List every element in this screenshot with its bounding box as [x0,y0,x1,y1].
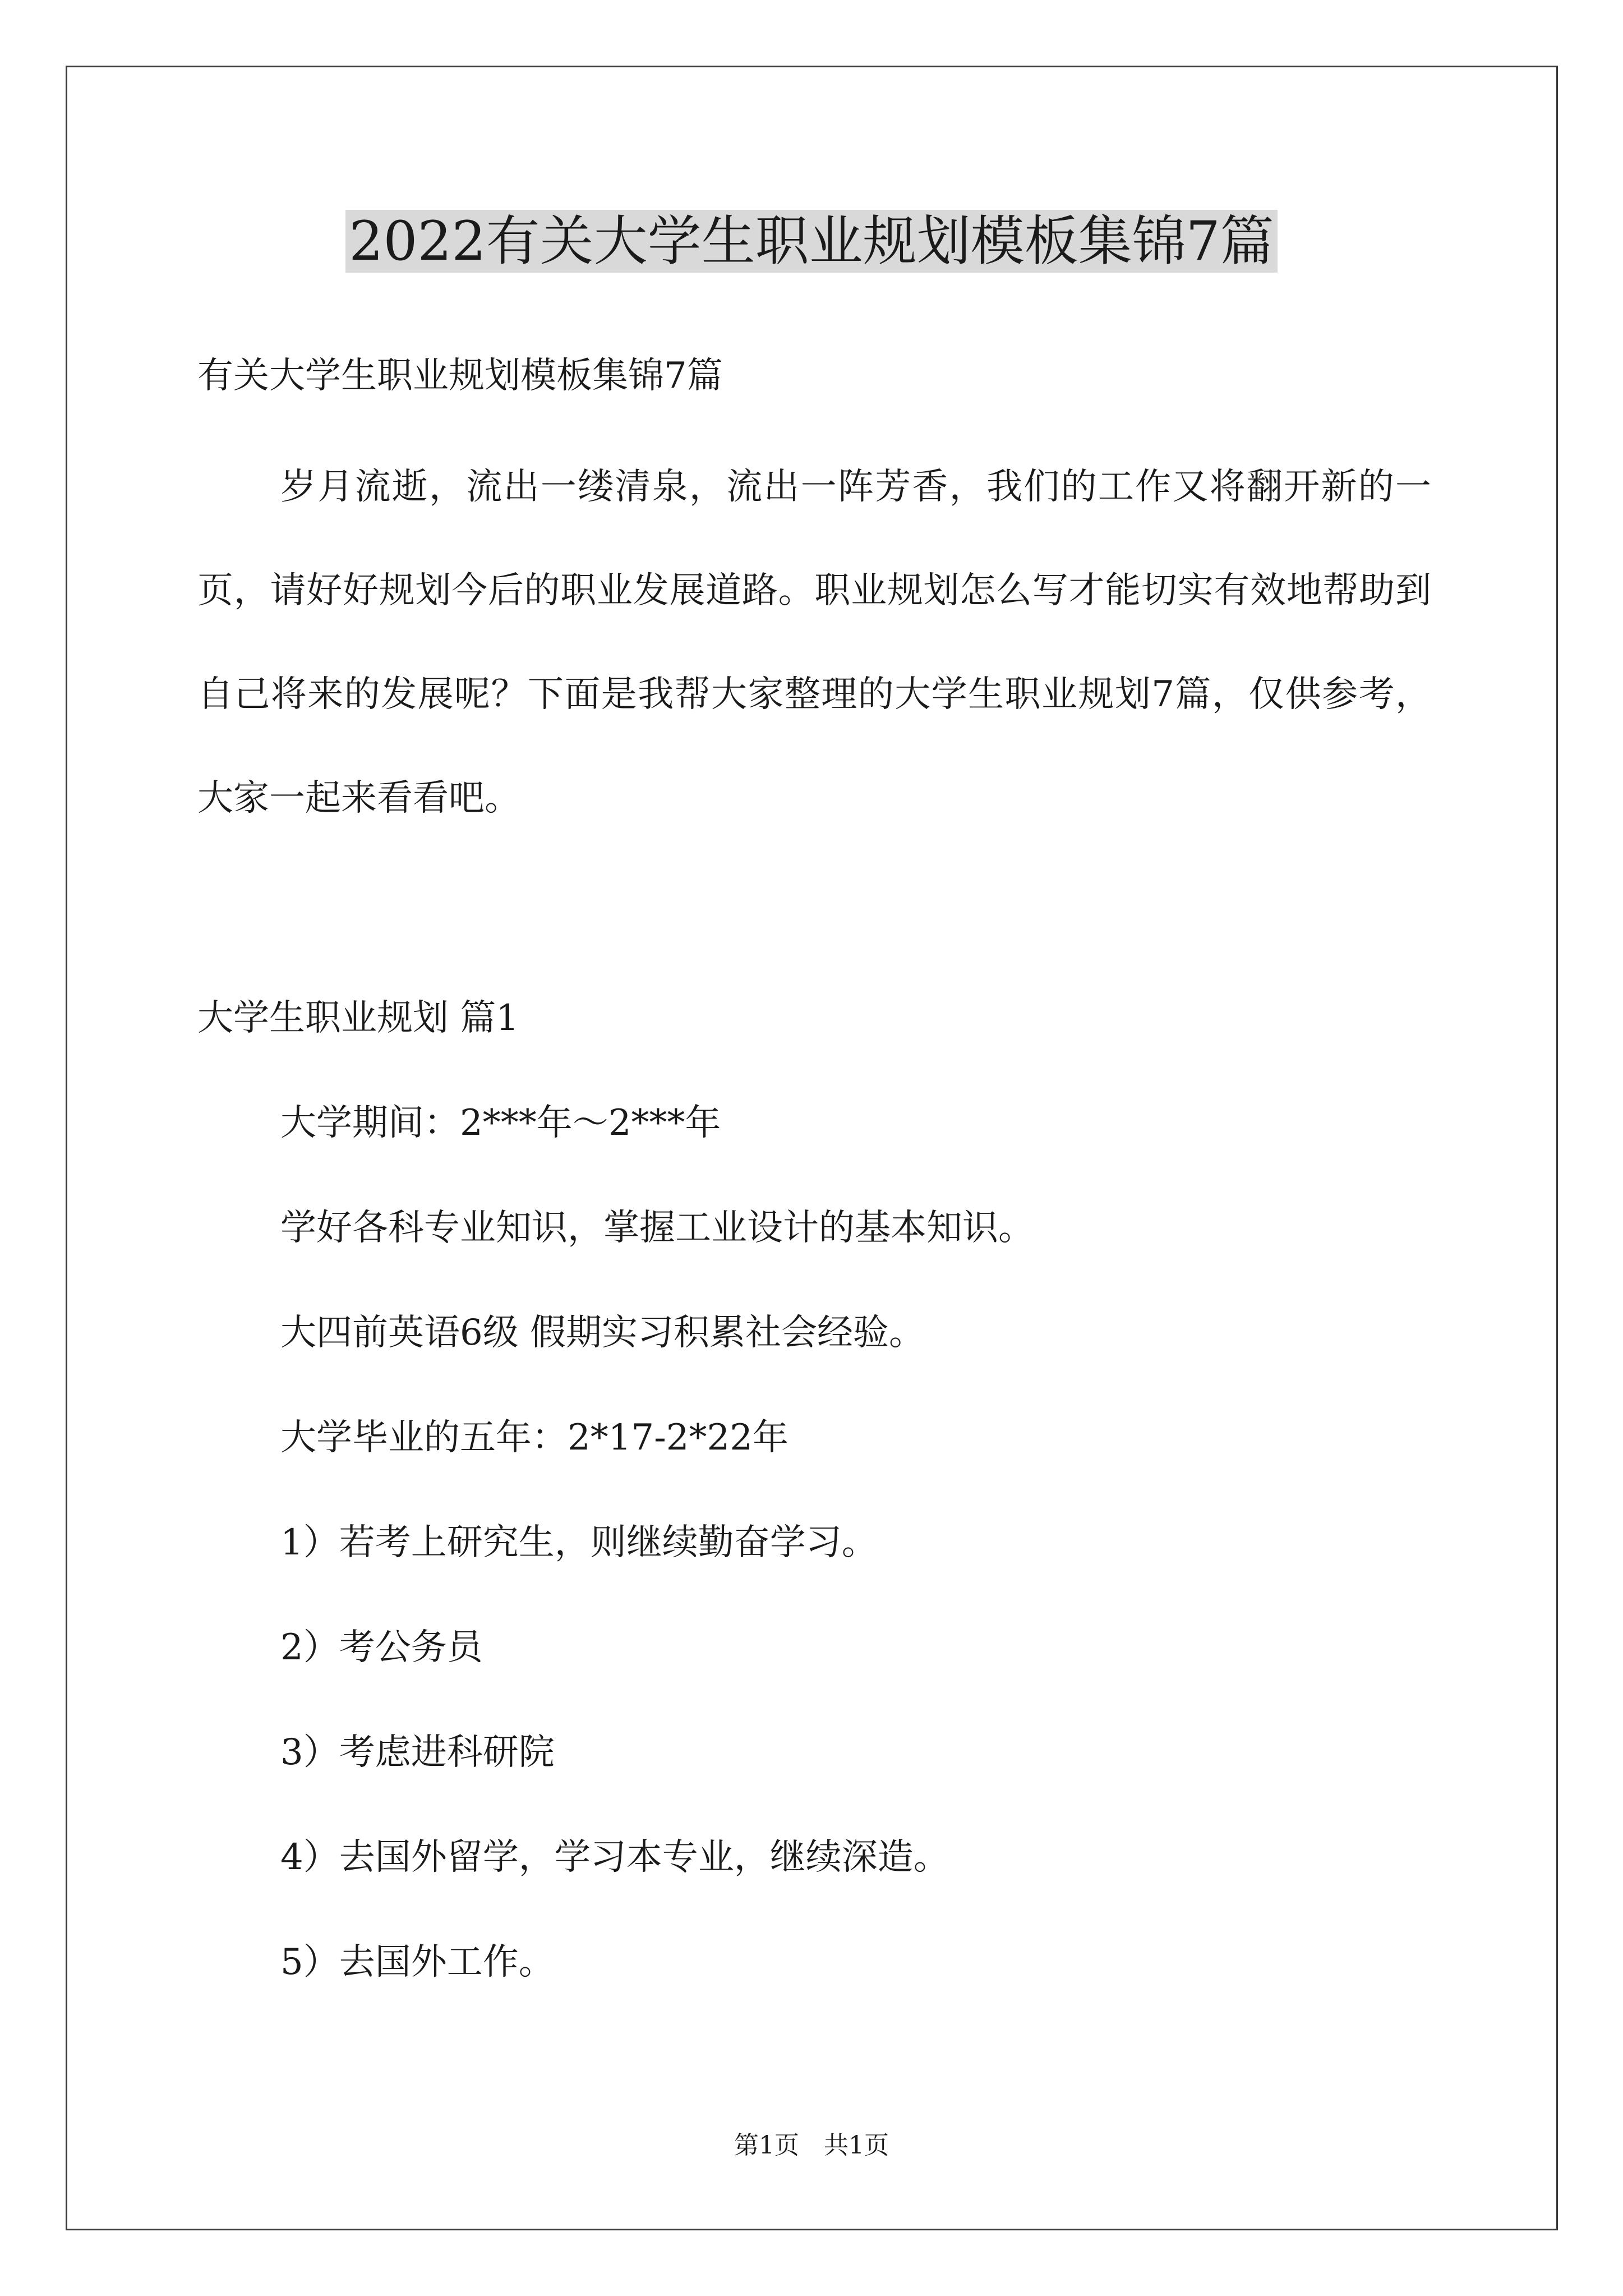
list-item: 学好各科专业知识，掌握工业设计的基本知识。 [280,1207,1034,1249]
list-item: 大学毕业的五年：2*17-2*22年 [280,1417,789,1458]
list-item: 大四前英语6级 假期实习积累社会经验。 [280,1312,925,1354]
page-footer: 第1页 共1页 [734,2131,889,2160]
list-item: 3）考虑进科研院 [280,1732,555,1773]
list-item: 4）去国外留学，学习本专业，继续深造。 [280,1837,949,1878]
intro-paragraph: 岁月流逝，流出一缕清泉，流出一阵芳香，我们的工作又将翻开新的一页，请好好规划今后的职业发展道路。职业规划怎么写才能切实有效地帮助到自己将来的发展呢？下面是我帮大家整理的大学生职业规划7篇，仅供参考，大家一起来看看吧。 [197,466,1431,819]
document-title [0,202,1623,280]
document-title-text: 2022有关大学生职业规划模板集锦7篇 [345,210,1277,273]
section-heading: 大学生职业规划 篇1 [197,997,519,1039]
list-item: 2）考公务员 [280,1627,483,1668]
list-item: 1）若考上研究生，则继续勤奋学习。 [280,1522,878,1563]
document-subtitle: 有关大学生职业规划模板集锦7篇 [197,355,723,397]
list-item: 大学期间：2***年～2***年 [280,1102,721,1144]
list-item: 5）去国外工作。 [280,1941,555,1983]
